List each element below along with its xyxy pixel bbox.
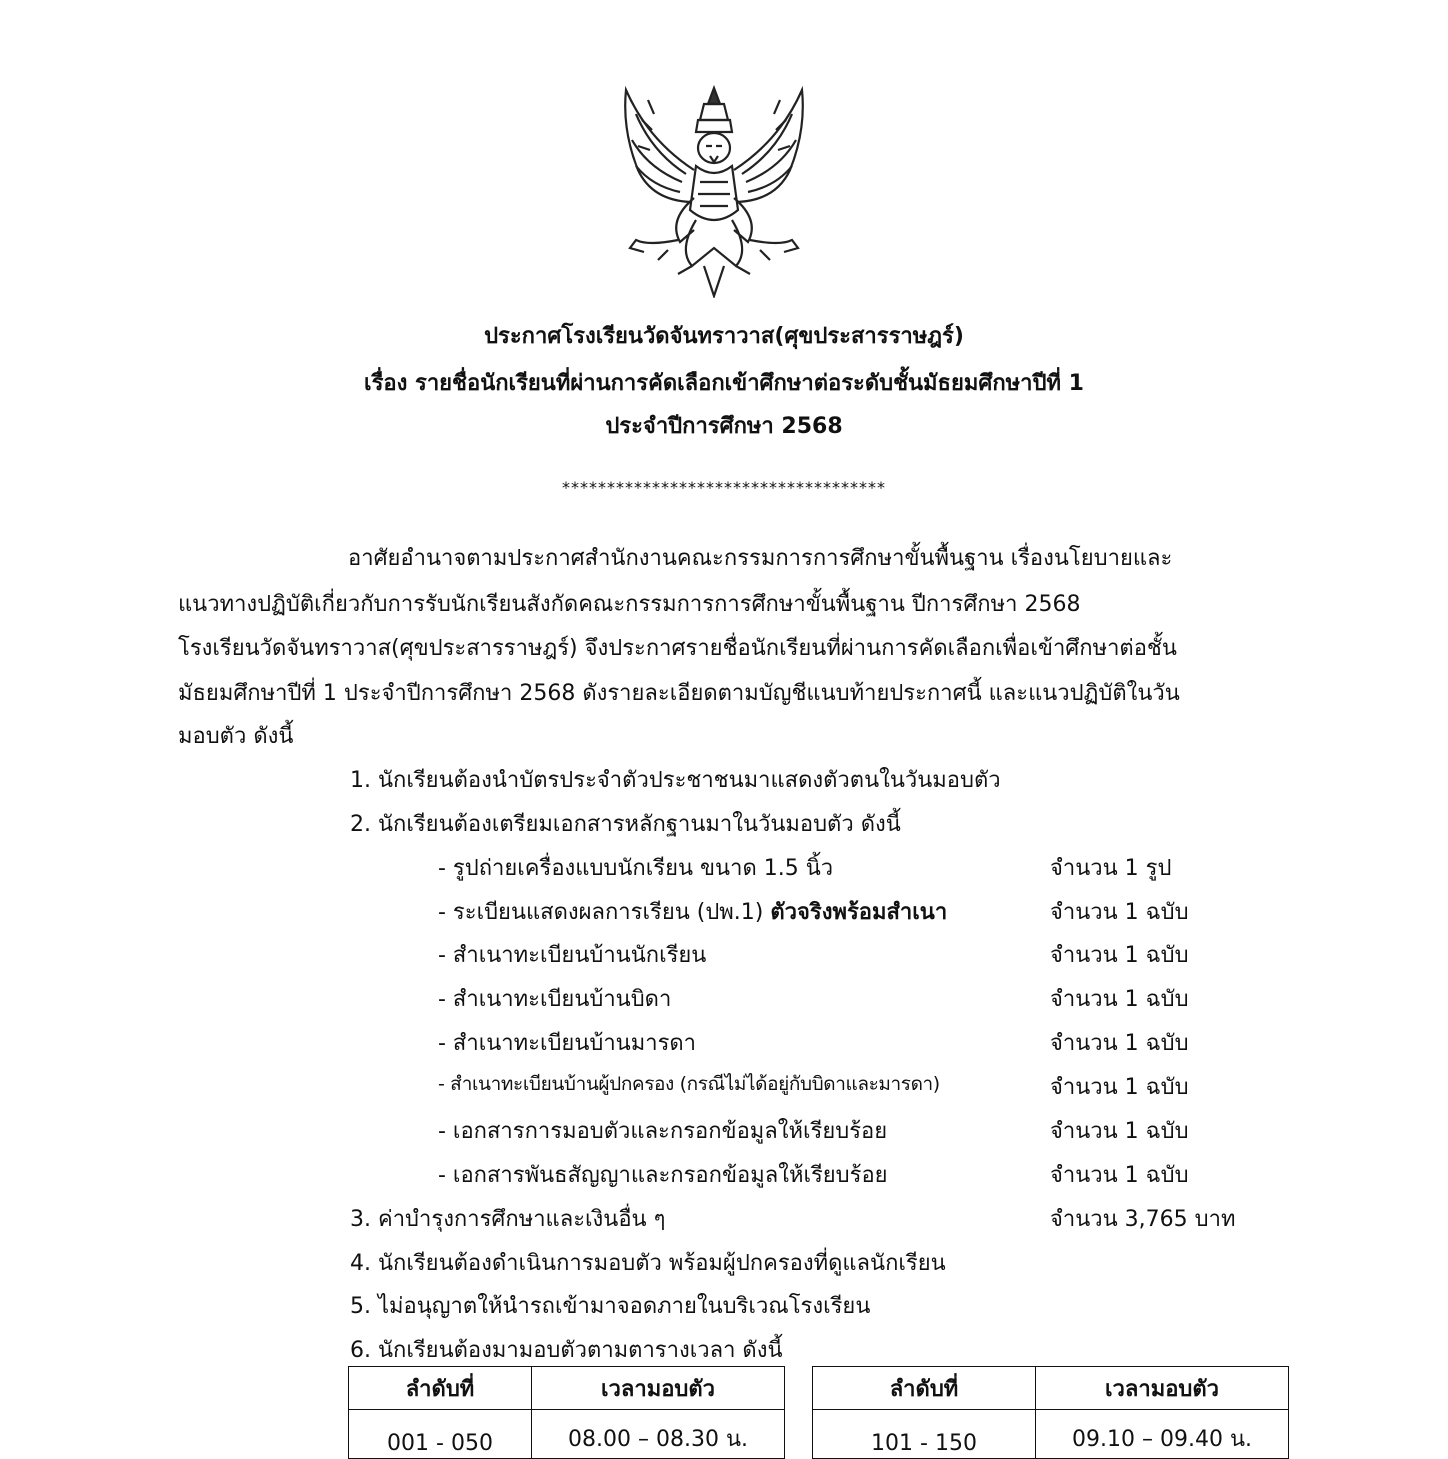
document-item: - เอกสารการมอบตัวและกรอกข้อมูลให้เรียบร้อย [438,1119,888,1144]
document-quantity: จำนวน 1 ฉบับ [1050,1031,1189,1056]
separator: ************************************ [562,478,886,497]
column-header-time: เวลามอบตัว [532,1367,785,1410]
document-item: - สำเนาทะเบียนบ้านนักเรียน [438,943,707,968]
time-cell: 08.00 – 08.30 น. [532,1410,785,1459]
column-header-order: ลำดับที่ [813,1367,1036,1410]
paragraph-line-3: โรงเรียนวัดจันทราวาส(ศุขประสารราษฎร์) จึงประกาศรายชื่อนักเรียนที่ผ่านการคัดเลือกเพื่อเข้าศึกษาต่อชั้น [178,636,1177,661]
table-row [349,1410,785,1459]
document-item: - ระเบียนแสดงผลการเรียน (ปพ.1) ตัวจริงพร้อมสำเนา [438,900,948,925]
time-cell: 09.10 – 09.40 น. [1036,1410,1289,1459]
order-cell: 001 - 050 [349,1410,532,1459]
table-row [813,1410,1289,1459]
title-line-1: ประกาศโรงเรียนวัดจันทราวาส(ศุขประสารราษฎร์) [484,324,964,349]
schedule-table-right [812,1366,1289,1459]
document-quantity: จำนวน 1 รูป [1050,856,1172,881]
column-header-time: เวลามอบตัว [1036,1367,1289,1410]
item-2: 2. นักเรียนต้องเตรียมเอกสารหลักฐานมาในวันมอบตัว ดังนี้ [350,812,901,837]
paragraph-line-2: แนวทางปฏิบัติเกี่ยวกับการรับนักเรียนสังกัดคณะกรรมการการศึกษาขั้นพื้นฐาน ปีการศึกษา 2568 [178,592,1081,617]
item-1: 1. นักเรียนต้องนำบัตรประจำตัวประชาชนมาแสดงตัวตนในวันมอบตัว [350,768,1001,793]
garuda-emblem-icon [608,70,820,298]
column-header-order: ลำดับที่ [349,1367,532,1410]
schedule-table-left [348,1366,785,1459]
document-item: - สำเนาทะเบียนบ้านมารดา [438,1031,697,1056]
document-quantity: จำนวน 1 ฉบับ [1050,1163,1189,1188]
item-4: 4. นักเรียนต้องดำเนินการมอบตัว พร้อมผู้ปกครองที่ดูแลนักเรียน [350,1251,946,1276]
paragraph-line-1: อาศัยอำนาจตามประกาศสำนักงานคณะกรรมการการศึกษาขั้นพื้นฐาน เรื่องนโยบายและ [348,546,1173,571]
paragraph-line-5: มอบตัว ดังนี้ [178,724,294,749]
document-quantity: จำนวน 1 ฉบับ [1050,1119,1189,1144]
document-item: - สำเนาทะเบียนบ้านบิดา [438,987,672,1012]
document-item: - เอกสารพันธสัญญาและกรอกข้อมูลให้เรียบร้อย [438,1163,888,1188]
fee-amount: จำนวน 3,765 บาท [1050,1207,1236,1232]
document-quantity: จำนวน 1 ฉบับ [1050,943,1189,968]
item-6: 6. นักเรียนต้องมามอบตัวตามตารางเวลา ดังนี้ [350,1338,783,1363]
title-line-3: ประจำปีการศึกษา 2568 [605,414,843,439]
document-item: - สำเนาทะเบียนบ้านผู้ปกครอง (กรณีไม่ได้อยู่กับบิดาและมารดา) [438,1073,940,1095]
document-quantity: จำนวน 1 ฉบับ [1050,900,1189,925]
order-cell: 101 - 150 [813,1410,1036,1459]
item-5: 5. ไม่อนุญาตให้นำรถเข้ามาจอดภายในบริเวณโรงเรียน [350,1294,871,1319]
title-line-2: เรื่อง รายชื่อนักเรียนที่ผ่านการคัดเลือกเข้าศึกษาต่อระดับชั้นมัธยมศึกษาปีที่ 1 [364,371,1084,396]
document-quantity: จำนวน 1 ฉบับ [1050,987,1189,1012]
paragraph-line-4: มัธยมศึกษาปีที่ 1 ประจำปีการศึกษา 2568 ดังรายละเอียดตามบัญชีแนบท้ายประกาศนี้ และแนวปฏิบัติในวัน [178,681,1180,706]
document-quantity: จำนวน 1 ฉบับ [1050,1075,1189,1100]
document-item: - รูปถ่ายเครื่องแบบนักเรียน ขนาด 1.5 นิ้ว [438,856,834,881]
item-3: 3. ค่าบำรุงการศึกษาและเงินอื่น ๆ [350,1207,666,1232]
